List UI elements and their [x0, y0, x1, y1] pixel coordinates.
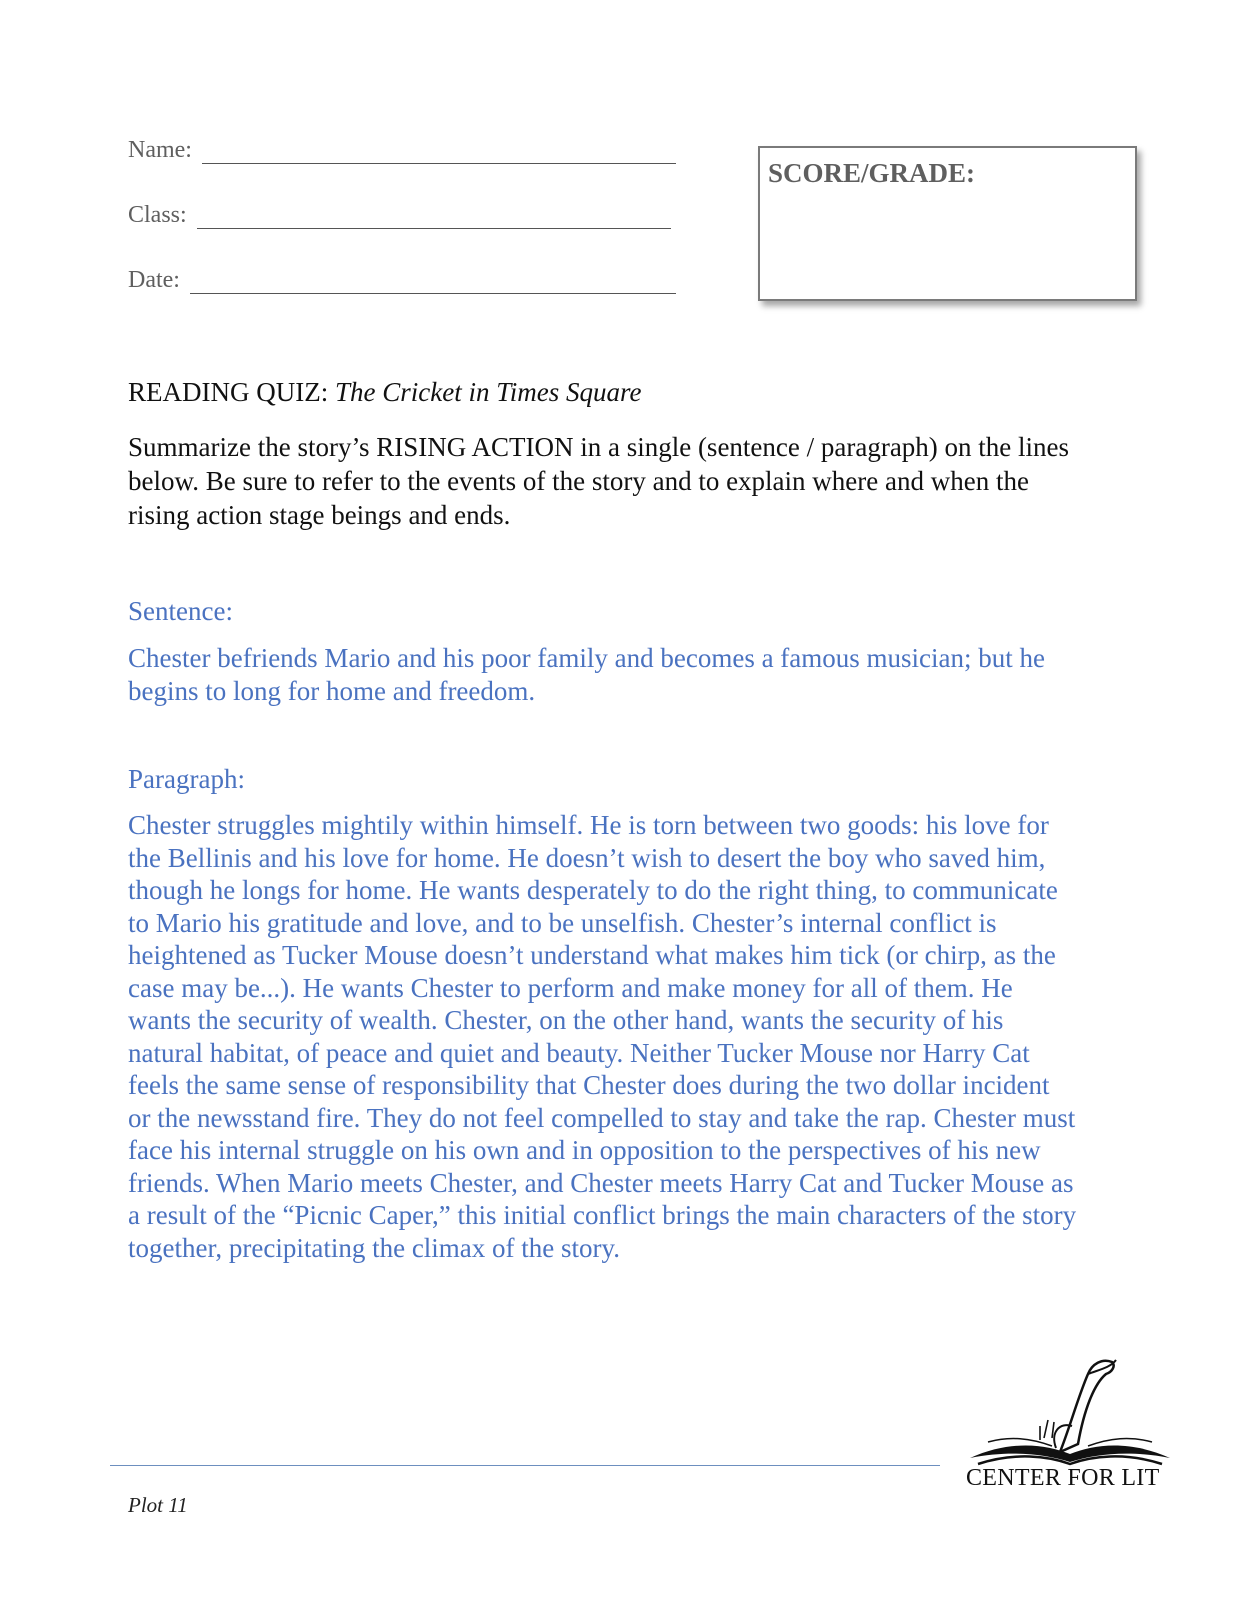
date-label: Date: — [128, 267, 180, 293]
class-line[interactable] — [197, 204, 671, 229]
date-line[interactable] — [190, 269, 676, 294]
class-label: Class: — [128, 202, 187, 228]
score-grade-label: SCORE/GRADE: — [768, 158, 976, 188]
quiz-title-prefix: READING QUIZ: — [128, 377, 335, 407]
name-line[interactable] — [202, 139, 676, 164]
footer-page-label: Plot 11 — [128, 1493, 188, 1517]
sentence-heading: Sentence: — [128, 596, 233, 626]
class-field[interactable] — [128, 202, 671, 229]
sentence-answer: Chester befriends Mario and his poor family and becomes a famous musician; but he begins to long for home and freedom. — [128, 643, 1046, 706]
quiz-book-title: The Cricket in Times Square — [334, 377, 642, 407]
name-label: Name: — [128, 137, 192, 163]
quiz-prompt: Summarize the story’s RISING ACTION in a single (sentence / paragraph) on the lines below. Be sure to refer to the events of the story and to explain where and when the rising action stage beings and ends. — [128, 432, 1070, 530]
logo-text: CENTER FOR LIT — [966, 1465, 1160, 1491]
paragraph-answer: Chester struggles mightily within himself. He is torn between two goods: his love for the Bellinis and his love for home. He doesn’t wish to desert the boy who saved him, though he longs for home. He wants desperately to do the right thing, to communicate to Mario his gratitude and love, and to be unselfish. Chester’s internal conflict is heightened as Tucker Mouse doesn’t understand what makes him tick (or chirp, as the case may be...). He wants Chester to perform and make money for all of them. He wants the security of wealth. Chester, on the other hand, wants the security of his natural habitat, of peace and quiet and beauty. Neither Tucker Mouse nor Harry Cat feels the same sense of responsibility that Chester does during the two dollar incident or the newsstand fire. They do not feel compelled to stay and take the rap. Chester must face his internal struggle on his own and in opposition to the perspectives of his new friends. When Mario meets Chester, and Chester meets Harry Cat and Tucker Mouse as a result of the “Picnic Caper,” this initial conflict brings the main characters of the story together, precipitating the climax of the story. — [128, 810, 1077, 1263]
paragraph-heading: Paragraph: — [128, 764, 245, 794]
quiz-title — [128, 377, 641, 408]
footer-divider — [110, 1465, 940, 1466]
name-field[interactable] — [128, 137, 676, 164]
score-grade-box — [758, 146, 1137, 301]
date-field[interactable] — [128, 267, 676, 294]
